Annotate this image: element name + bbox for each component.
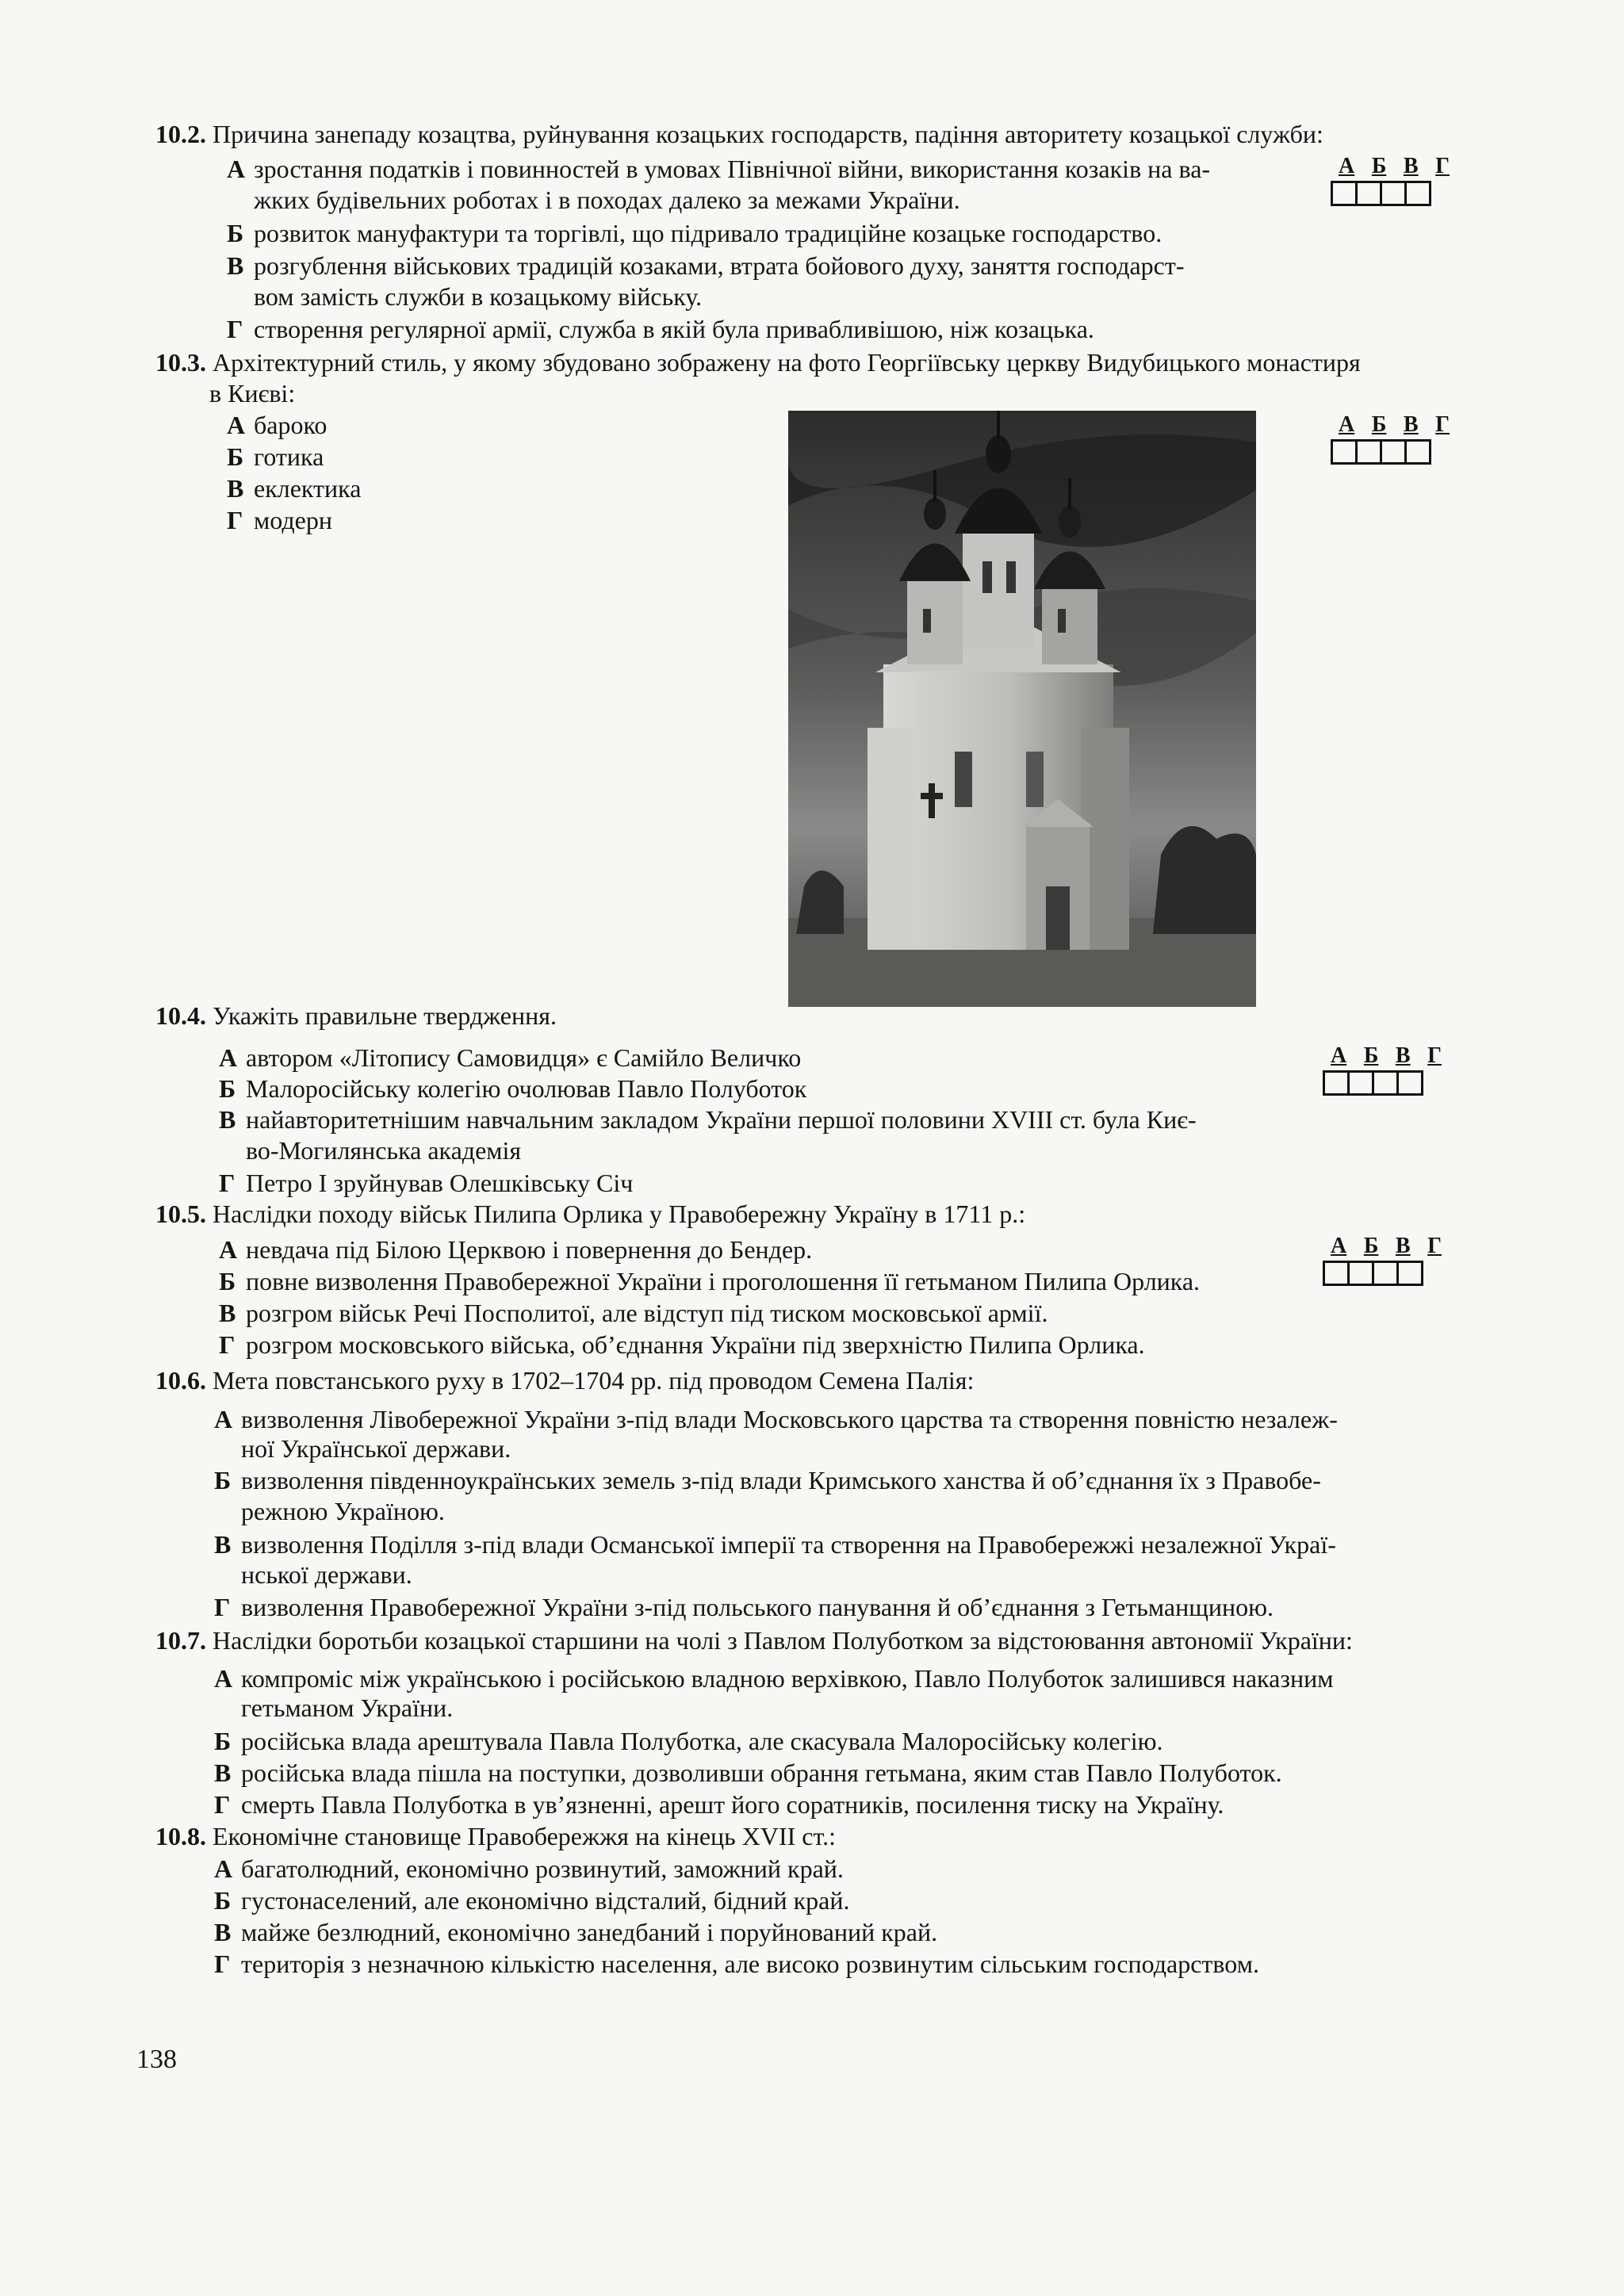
option-a: А невдача під Білою Церквою і повернення до Бендер. <box>219 1235 813 1264</box>
answer-box-a[interactable] <box>1323 1070 1350 1096</box>
answer-grid-10-5[interactable] <box>1323 1235 1450 1286</box>
page-number: 138 <box>136 2045 177 2074</box>
option-d: Г розгром московського війська, об’єднання України під зверхністю Пилипа Орлика. <box>219 1330 1145 1359</box>
option-c: В еклектика <box>227 474 362 503</box>
answer-box-c[interactable] <box>1380 181 1407 206</box>
question-10-8 <box>155 1821 1464 1852</box>
option-c-cont: во-Могилянська академія <box>246 1136 522 1165</box>
answer-grid-10-2[interactable] <box>1331 155 1457 206</box>
answer-box-d[interactable] <box>1396 1070 1423 1096</box>
question-text-cont: в Києві: <box>209 379 296 408</box>
question-number: 10.8. <box>155 1822 206 1850</box>
question-text: Укажіть правильне твердження. <box>213 1001 557 1030</box>
church-photo <box>788 411 1256 1007</box>
option-b: Б повне визволення Правобережної України і проголошення її гетьманом Пилипа Орлика. <box>219 1267 1201 1295</box>
question-number: 10.3. <box>155 348 206 377</box>
question-10-7 <box>155 1625 1480 1656</box>
question-text: Наслідки боротьби козацької старшини на чолі з Павлом Полуботком за відстоювання автономії України: <box>213 1626 1353 1655</box>
option-c: В майже безлюдний, економічно занедбаний і поруйнований край. <box>214 1918 938 1946</box>
question-text: Причина занепаду козацтва, руйнування козацьких господарств, падіння авторитету козацької служби: <box>213 120 1323 148</box>
answer-box-b[interactable] <box>1355 439 1382 465</box>
option-b: Б російська влада арештувала Павла Полуботка, але скасувала Малоросійську колегію. <box>214 1727 1163 1755</box>
option-b: Б густонаселений, але економічно відсталий, бідний край. <box>214 1886 850 1915</box>
option-b: Б розвиток мануфактури та торгівлі, що підривало традиційне козацьке господарство. <box>227 219 1162 247</box>
question-number: 10.6. <box>155 1366 206 1395</box>
answer-letters: А Б В Г <box>1339 154 1450 178</box>
option-d: Г Петро І зруйнував Олешківську Січ <box>219 1169 634 1197</box>
option-b-cont: режною Україною. <box>241 1497 445 1525</box>
option-a: А зростання податків і повинностей в умовах Північної війни, використання козаків на ва- <box>227 155 1211 183</box>
question-number: 10.4. <box>155 1001 206 1030</box>
answer-box-c[interactable] <box>1380 439 1407 465</box>
question-number: 10.5. <box>155 1200 206 1228</box>
question-10-6 <box>155 1365 1464 1396</box>
answer-box-c[interactable] <box>1372 1261 1399 1286</box>
option-c: В визволення Поділля з-під влади Османської імперії та створення на Правобережжі незалежної Украї- <box>214 1530 1336 1559</box>
option-d: Г створення регулярної армії, служба в якій була привабливішою, ніж козацька. <box>227 315 1094 343</box>
option-a-cont: жких будівельних роботах і в походах далеко за межами України. <box>254 186 960 214</box>
question-number: 10.2. <box>155 120 206 148</box>
answer-box-a[interactable] <box>1331 181 1358 206</box>
question-10-2 <box>155 119 1464 150</box>
answer-box-a[interactable] <box>1331 439 1358 465</box>
question-text: Наслідки походу військ Пилипа Орлика у Правобережну Україну в 1711 р.: <box>213 1200 1026 1228</box>
question-text: Архітектурний стиль, у якому збудовано зображену на фото Георгіївську церкву Видубицького монастиря <box>213 348 1361 377</box>
church-illustration <box>788 411 1256 1007</box>
option-d: Г територія з незначною кількістю населення, але високо розвинутим сільським господарством. <box>214 1950 1259 1978</box>
answer-box-c[interactable] <box>1372 1070 1399 1096</box>
option-a: А автором «Літопису Самовидця» є Самійло Величко <box>219 1043 802 1072</box>
option-d: Г смерть Павла Полуботка в ув’язненні, арешт його соратників, посилення тиску на Україну. <box>214 1790 1224 1819</box>
answer-box-b[interactable] <box>1355 181 1382 206</box>
option-b: Б готика <box>227 442 324 471</box>
answer-box-a[interactable] <box>1323 1261 1350 1286</box>
answer-grid-10-4[interactable] <box>1323 1045 1450 1096</box>
answer-box-b[interactable] <box>1347 1070 1374 1096</box>
option-d: Г модерн <box>227 506 332 534</box>
option-b: Б Малоросійську колегію очолював Павло Полуботок <box>219 1074 807 1103</box>
option-c-cont: вом замість служби в козацькому війську. <box>254 282 703 311</box>
question-10-4 <box>155 1001 1464 1031</box>
question-text: Мета повстанського руху в 1702–1704 рр. під проводом Семена Палія: <box>213 1366 975 1395</box>
answer-box-d[interactable] <box>1396 1261 1423 1286</box>
question-10-5 <box>155 1199 1464 1230</box>
option-a-cont: ної Української держави. <box>241 1434 511 1463</box>
option-a: А визволення Лівобережної України з-під влади Московського царства та створення повністю незалеж- <box>214 1405 1338 1433</box>
option-c: В найавторитетнішим навчальним закладом України першої половини XVIII ст. була Киє- <box>219 1105 1197 1134</box>
option-a: А багатолюдний, економічно розвинутий, заможний край. <box>214 1854 844 1883</box>
option-a: А компроміс між українською і російською владною верхівкою, Павло Полуботок залишився наказним <box>214 1664 1334 1693</box>
option-c: В розгублення військових традицій козаками, втрата бойового духу, заняття господарст- <box>227 251 1185 280</box>
option-b: Б визволення південноукраїнських земель з-під влади Кримського ханства й об’єднання їх з Правобе- <box>214 1466 1321 1494</box>
option-c: В російська влада пішла на поступки, дозволивши обрання гетьмана, яким став Павло Полуботок. <box>214 1758 1282 1787</box>
question-number: 10.7. <box>155 1626 206 1655</box>
option-a: А бароко <box>227 411 327 439</box>
answer-letters: А Б В Г <box>1331 1234 1442 1258</box>
option-c: В розгром військ Речі Посполитої, але відступ під тиском московської армії. <box>219 1299 1048 1327</box>
answer-box-d[interactable] <box>1404 181 1431 206</box>
option-d: Г визволення Правобережної України з-під польського панування й об’єднання з Гетьманщиною. <box>214 1593 1274 1621</box>
option-c-cont: нської держави. <box>241 1560 412 1589</box>
question-text: Економічне становище Правобережжя на кінець XVII ст.: <box>213 1822 836 1850</box>
answer-box-d[interactable] <box>1404 439 1431 465</box>
question-10-3 <box>155 347 1464 378</box>
answer-box-b[interactable] <box>1347 1261 1374 1286</box>
option-a-cont: гетьманом України. <box>241 1693 454 1722</box>
answer-letters: А Б В Г <box>1331 1043 1442 1068</box>
answer-grid-10-3[interactable] <box>1331 414 1457 465</box>
answer-letters: А Б В Г <box>1339 412 1450 437</box>
